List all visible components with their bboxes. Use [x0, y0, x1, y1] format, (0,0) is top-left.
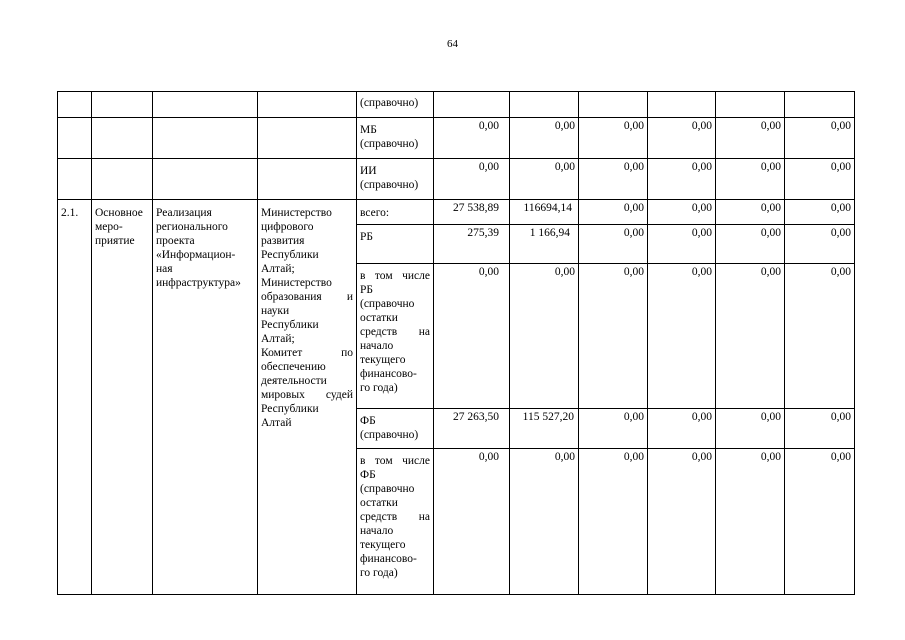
item-number: 2.1. — [58, 200, 92, 595]
value-cell: 115 527,20 — [510, 409, 579, 449]
value-cell: 0,00 — [716, 159, 785, 200]
value-cell: 0,00 — [434, 449, 510, 595]
value-cell: 0,00 — [579, 159, 648, 200]
source-cell: (справочно) — [357, 92, 434, 118]
type-cell — [92, 92, 153, 118]
value-cell: 0,00 — [716, 200, 785, 225]
value-cell — [579, 92, 648, 118]
value-cell: 0,00 — [510, 449, 579, 595]
value-cell: 27 538,89 — [434, 200, 510, 225]
type-cell — [92, 159, 153, 200]
value-cell: 27 263,50 — [434, 409, 510, 449]
value-cell: 0,00 — [434, 264, 510, 409]
item-executor: Министерство цифрового развития Республики Алтай; Министерство образования и науки Республики Алтай; Комитет по обеспечению деятельности мировых судей Республики Алтай — [258, 200, 357, 595]
value-cell: 0,00 — [648, 225, 716, 264]
value-cell: 0,00 — [510, 264, 579, 409]
page-number: 64 — [447, 38, 458, 50]
value-cell: 0,00 — [579, 449, 648, 595]
value-cell: 0,00 — [434, 118, 510, 159]
source-cell: всего: — [357, 200, 434, 225]
executor-cell — [258, 118, 357, 159]
name-cell — [153, 159, 258, 200]
value-cell: 1 166,94 — [510, 225, 579, 264]
number-cell — [58, 118, 92, 159]
value-cell: 0,00 — [716, 264, 785, 409]
type-cell — [92, 118, 153, 159]
table-row — [58, 92, 855, 118]
value-cell: 0,00 — [648, 200, 716, 225]
value-cell — [785, 92, 855, 118]
name-cell — [153, 118, 258, 159]
table-row — [58, 118, 855, 159]
value-cell: 275,39 — [434, 225, 510, 264]
value-cell: 0,00 — [785, 264, 855, 409]
value-cell: 0,00 — [579, 264, 648, 409]
value-cell: 0,00 — [716, 449, 785, 595]
value-cell: 0,00 — [716, 225, 785, 264]
executor-cell — [258, 92, 357, 118]
source-cell: РБ — [357, 225, 434, 264]
value-cell: 0,00 — [648, 159, 716, 200]
value-cell — [434, 92, 510, 118]
source-cell: ИИ (справочно) — [357, 159, 434, 200]
value-cell: 0,00 — [716, 409, 785, 449]
value-cell: 0,00 — [716, 118, 785, 159]
value-cell: 0,00 — [785, 159, 855, 200]
value-cell: 0,00 — [510, 159, 579, 200]
item-type: Основное меро- приятие — [92, 200, 153, 595]
value-cell: 0,00 — [648, 409, 716, 449]
value-cell: 0,00 — [579, 118, 648, 159]
table-row — [58, 159, 855, 200]
source-cell: в том числе ФБ (справочно остатки средств на начало текущего финансово- го года) — [357, 449, 434, 595]
value-cell: 0,00 — [785, 449, 855, 595]
value-cell — [510, 92, 579, 118]
value-cell: 0,00 — [648, 449, 716, 595]
name-cell — [153, 92, 258, 118]
source-cell: МБ (справочно) — [357, 118, 434, 159]
executor-cell — [258, 159, 357, 200]
value-cell: 0,00 — [579, 200, 648, 225]
value-cell: 0,00 — [579, 225, 648, 264]
number-cell — [58, 92, 92, 118]
value-cell — [648, 92, 716, 118]
value-cell: 0,00 — [648, 118, 716, 159]
item-name: Реализация регионального проекта «Информацион- ная инфраструктура» — [153, 200, 258, 595]
value-cell — [716, 92, 785, 118]
value-cell: 0,00 — [434, 159, 510, 200]
value-cell: 0,00 — [785, 200, 855, 225]
value-cell: 0,00 — [648, 264, 716, 409]
value-cell: 0,00 — [579, 409, 648, 449]
number-cell — [58, 159, 92, 200]
value-cell: 116694,14 — [510, 200, 579, 225]
value-cell: 0,00 — [785, 118, 855, 159]
table-row — [58, 200, 855, 225]
source-cell: в том числе РБ (справочно остатки средств на начало текущего финансово- го года) — [357, 264, 434, 409]
source-cell: ФБ (справочно) — [357, 409, 434, 449]
value-cell: 0,00 — [785, 409, 855, 449]
budget-table — [57, 91, 855, 595]
value-cell: 0,00 — [510, 118, 579, 159]
value-cell: 0,00 — [785, 225, 855, 264]
